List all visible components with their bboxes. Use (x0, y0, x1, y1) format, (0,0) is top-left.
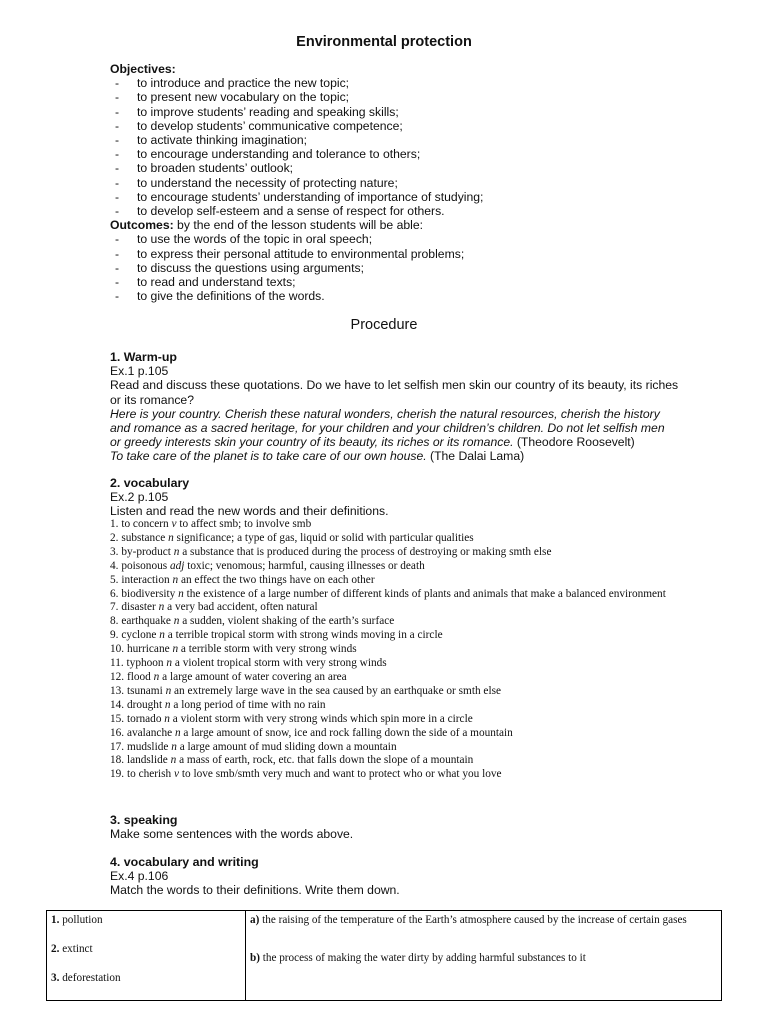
vocabulary-definition: a terrible storm with very strong winds (180, 643, 357, 656)
outcomes-list (110, 232, 730, 303)
vocabulary-word: mudslide (126, 740, 169, 753)
objective-item: - to develop self-esteem and a sense of respect for others. (110, 204, 730, 218)
vocabulary-definition: a substance that is produced during the process of destroying or making smth else (182, 545, 552, 558)
match-definition-letter: b) (250, 952, 260, 964)
vocabulary-part-of-speech: n (178, 587, 184, 600)
vocabulary-definition: toxic; venomous; harmful, causing illnesses or death (187, 559, 425, 572)
vocabulary-item-number: 19. (110, 768, 125, 781)
objectives-heading: Objectives: (110, 62, 176, 76)
vocabulary-exercise: Ex.2 p.105 (110, 490, 169, 505)
vocabulary-definition: a large amount of snow, ice and rock falling down the side of a mountain (183, 726, 513, 739)
vocabulary-word: substance (121, 531, 166, 544)
vocabulary-item-number: 8. (110, 615, 119, 628)
vocabulary-definition: a large amount of mud sliding down a mountain (179, 740, 397, 753)
vocabulary-item-number: 7. (110, 601, 119, 614)
vocabulary-definition: a long period of time with no rain (173, 698, 326, 711)
procedure-heading: Procedure (350, 317, 418, 333)
vocabulary-item (110, 741, 730, 755)
document-title: Environmental protection (296, 34, 472, 50)
vocabulary-item-number: 17. (110, 740, 125, 753)
vocabulary-word: to concern (121, 518, 169, 530)
vocabulary-definition: to affect smb; to involve smb (179, 518, 312, 530)
vocabulary-item (110, 574, 730, 588)
vocabulary-part-of-speech: n (164, 698, 171, 711)
vocabulary-part-of-speech: n (174, 726, 181, 739)
speaking-section (110, 813, 730, 841)
vocabulary-item (110, 713, 730, 727)
objective-item: - to develop students’ communicative competence; (110, 119, 730, 133)
objective-item: - to encourage students’ understanding of importance of studying; (110, 190, 730, 204)
outcomes-line (110, 218, 730, 232)
vocabulary-item-number: 1. (110, 518, 119, 530)
vocabulary-item-number: 14. (110, 698, 125, 711)
quote1-line2: and romance as a sacred heritage, for your children and your children’s children. Do not let selfish men (110, 421, 665, 436)
vocabulary-item-number: 4. (110, 559, 119, 572)
vocabulary-word: hurricane (126, 643, 170, 656)
outcome-item: - to use the words of the topic in oral speech; (110, 232, 730, 246)
vocabulary-word: to cherish (126, 768, 172, 781)
objectives-section (110, 62, 730, 303)
vocabulary-definition: a violent storm with very strong winds which spin more in a circle (172, 712, 473, 725)
vocabulary-list (110, 518, 730, 782)
match-words-cell (47, 911, 246, 1001)
vocabulary-item-number: 6. (110, 587, 119, 600)
vocabulary-part-of-speech: n (153, 670, 160, 683)
vocabulary-word: tsunami (126, 684, 163, 697)
vocabulary-item (110, 615, 730, 629)
vocabulary-item-number: 5. (110, 573, 119, 586)
vocabulary-part-of-speech: n (165, 684, 172, 697)
match-definition-letter: a) (250, 914, 260, 926)
vocabulary-item-number: 15. (110, 712, 125, 725)
match-definition-item (250, 951, 717, 979)
vocabulary-item-number: 2. (110, 531, 119, 544)
vocabulary-part-of-speech: n (172, 573, 179, 586)
vocabulary-definition: significance; a type of gas, liquid or solid with particular qualities (176, 531, 474, 544)
vocabulary-item (110, 532, 730, 546)
vocabulary-item (110, 560, 730, 574)
vocabulary-definition: a very bad accident, often natural (167, 601, 318, 614)
warmup-instruction-line2: or its romance? (110, 392, 194, 407)
vocabulary-definition: the existence of a large number of different kinds of plants and animals that make a balanced environment (186, 587, 666, 600)
vocabulary-word: earthquake (121, 615, 171, 628)
warmup-exercise: Ex.1 p.105 (110, 364, 169, 379)
vocabulary-item (110, 685, 730, 699)
vocabulary-item (110, 671, 730, 685)
quote1-line3 (110, 435, 730, 449)
vocabulary-heading: 2. vocabulary (110, 476, 190, 490)
vocabulary-word: interaction (121, 573, 170, 586)
writing-heading: 4. vocabulary and writing (110, 855, 259, 869)
vocabulary-part-of-speech: n (166, 657, 173, 670)
objective-item: - to activate thinking imagination; (110, 133, 730, 147)
match-table-row (47, 911, 722, 1001)
vocabulary-word: tornado (126, 712, 162, 725)
vocabulary-definition: a terrible tropical storm with strong winds moving in a circle (167, 629, 443, 642)
vocabulary-word: by-product (121, 545, 171, 558)
objective-item: - to understand the necessity of protecting nature; (110, 176, 730, 190)
warmup-section (110, 350, 730, 464)
match-definition-item (250, 913, 717, 951)
speaking-heading: 3. speaking (110, 813, 178, 827)
writing-instruction: Match the words to their definitions. Write them down. (110, 883, 400, 898)
quote1-author: (Theodore Roosevelt) (513, 435, 635, 450)
vocabulary-word: avalanche (126, 726, 173, 739)
vocabulary-part-of-speech: n (173, 545, 180, 558)
vocabulary-word: poisonous (121, 559, 168, 572)
vocabulary-definition: to love smb/smth very much and want to protect who or what you love (181, 768, 502, 781)
quote2-text: To take care of the planet is to take care of our own house. (110, 449, 427, 464)
vocabulary-part-of-speech: n (170, 754, 177, 767)
match-word: deforestation (59, 972, 121, 984)
vocabulary-definition: a violent tropical storm with very strong winds (174, 657, 387, 670)
vocabulary-item (110, 699, 730, 713)
vocabulary-item (110, 588, 730, 602)
vocabulary-part-of-speech: n (172, 643, 179, 656)
vocabulary-part-of-speech: v (171, 518, 177, 530)
outcome-item: - to give the definitions of the words. (110, 289, 730, 303)
vocabulary-item (110, 601, 730, 615)
vocabulary-instruction: Listen and read the new words and their definitions. (110, 504, 389, 519)
quote2 (110, 449, 730, 463)
vocabulary-word: typhoon (126, 657, 164, 670)
objective-item: - to improve students’ reading and speaking skills; (110, 105, 730, 119)
warmup-heading: 1. Warm-up (110, 350, 178, 364)
vocabulary-item-number: 10. (110, 643, 125, 656)
match-definition-text: the process of making the water dirty by adding harmful substances to it (259, 952, 586, 964)
vocabulary-item (110, 643, 730, 657)
vocabulary-item-number: 9. (110, 629, 119, 642)
outcome-item: - to read and understand texts; (110, 275, 730, 289)
vocabulary-part-of-speech: n (168, 531, 174, 544)
vocabulary-item-number: 3. (110, 545, 119, 558)
vocabulary-definition: an extremely large wave in the sea caused by an earthquake or smth else (174, 684, 502, 697)
writing-section (110, 855, 730, 898)
objective-item: - to broaden students’ outlook; (110, 161, 730, 175)
vocabulary-item-number: 16. (110, 726, 125, 739)
vocabulary-part-of-speech: n (158, 601, 165, 614)
vocabulary-word: cyclone (121, 629, 157, 642)
vocabulary-item (110, 727, 730, 741)
outcome-item: - to express their personal attitude to environmental problems; (110, 247, 730, 261)
objectives-list (110, 76, 730, 218)
writing-exercise: Ex.4 p.106 (110, 869, 169, 884)
match-word: extinct (59, 943, 93, 955)
vocabulary-item (110, 518, 730, 532)
vocabulary-definition: a sudden, violent shaking of the earth’s surface (182, 615, 395, 628)
speaking-instruction: Make some sentences with the words above. (110, 827, 354, 842)
vocabulary-item-number: 11. (110, 657, 124, 670)
vocabulary-word: disaster (121, 601, 156, 614)
vocabulary-word: biodiversity (121, 587, 176, 600)
match-word-number: 1. (51, 914, 60, 926)
vocabulary-item (110, 768, 730, 782)
vocabulary-definition: a mass of earth, rock, etc. that falls down the slope of a mountain (179, 754, 474, 767)
match-definition-text: the raising of the temperature of the Earth’s atmosphere caused by the increase of certain gases (259, 914, 687, 926)
outcomes-intro: by the end of the lesson students will be able: (173, 218, 423, 233)
vocabulary-definition: a large amount of water covering an area (162, 670, 347, 683)
match-word-number: 3. (51, 972, 60, 984)
outcomes-heading: Outcomes: (110, 218, 174, 233)
match-word-item (51, 971, 241, 1000)
vocabulary-word: flood (126, 670, 151, 683)
objective-item: - to encourage understanding and tolerance to others; (110, 147, 730, 161)
vocabulary-definition: an effect the two things have on each other (180, 573, 375, 586)
vocabulary-word: landslide (126, 754, 168, 767)
quote1-line1: Here is your country. Cherish these natural wonders, cherish the natural resources, cherish the history (110, 406, 660, 421)
vocabulary-part-of-speech: v (174, 768, 180, 781)
match-word-number: 2. (51, 943, 60, 955)
vocabulary-part-of-speech: adj (169, 559, 185, 572)
vocabulary-item (110, 629, 730, 643)
vocabulary-part-of-speech: n (159, 629, 165, 642)
match-table (46, 910, 722, 1001)
vocabulary-word: drought (126, 698, 165, 711)
match-word-item (51, 942, 241, 971)
warmup-instruction-line1: Read and discuss these quotations. Do we have to let selfish men skin our country of its beauty, its riches (110, 378, 679, 393)
vocabulary-item (110, 657, 730, 671)
vocabulary-part-of-speech: n (164, 712, 170, 725)
vocabulary-section (110, 476, 730, 519)
vocabulary-item-number: 12. (110, 670, 125, 683)
vocabulary-part-of-speech: n (173, 615, 180, 628)
match-word: pollution (59, 914, 103, 926)
match-word-item (51, 913, 241, 942)
match-definitions-cell (246, 911, 722, 1001)
vocabulary-list-wrap (110, 518, 730, 782)
vocabulary-item-number: 18. (110, 754, 125, 767)
quote1-text-end: or greedy interests skin your country of its beauty, its riches or its romance. (110, 435, 514, 450)
objective-item: - to introduce and practice the new topic; (110, 76, 730, 90)
vocabulary-item (110, 754, 730, 768)
vocabulary-part-of-speech: n (171, 740, 177, 753)
outcome-item: - to discuss the questions using arguments; (110, 261, 730, 275)
objective-item: - to present new vocabulary on the topic; (110, 90, 730, 104)
quote2-author: (The Dalai Lama) (426, 449, 525, 464)
vocabulary-item-number: 13. (110, 684, 125, 697)
vocabulary-item (110, 546, 730, 560)
